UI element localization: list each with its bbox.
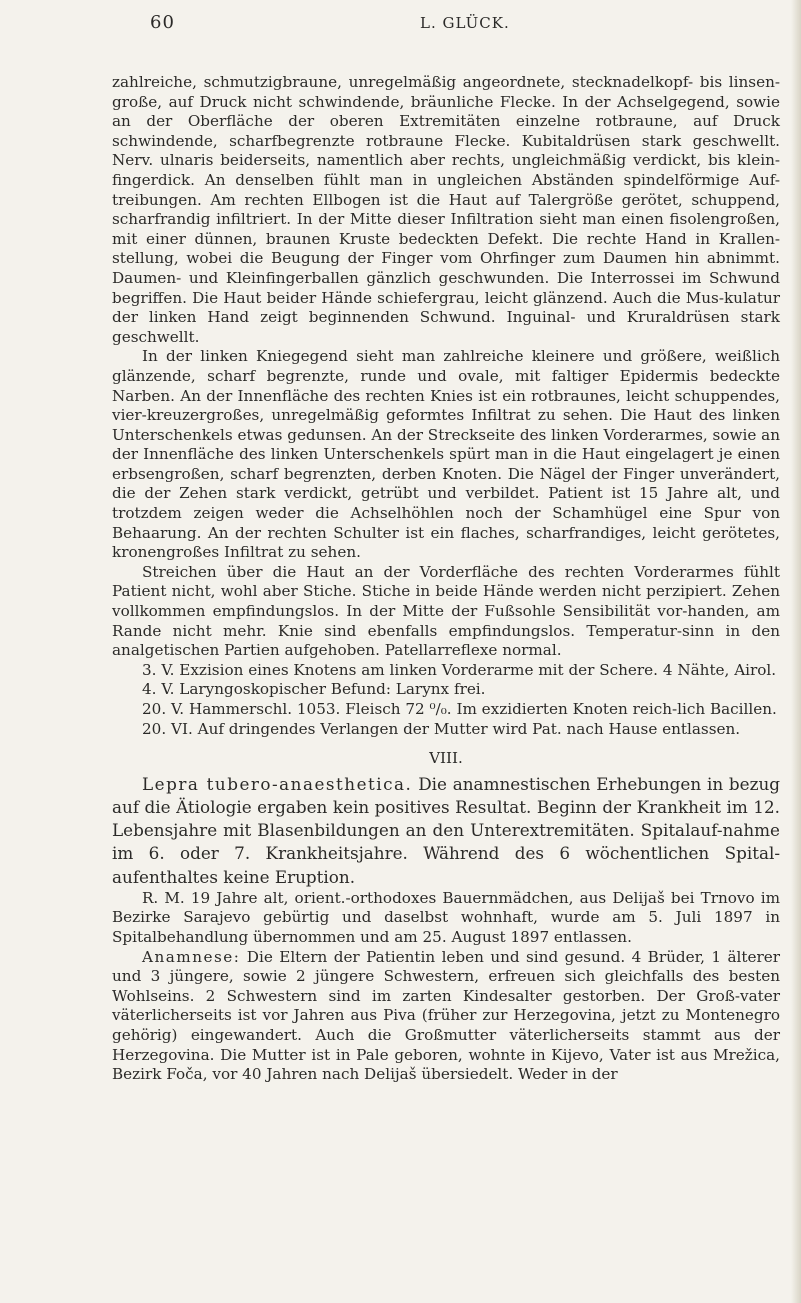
paragraph: In der linken Kniegegend sieht man zahlreiche kleinere und größere, weißlich glänzende, scharf begrenzte, runde und ovale, mit faltiger Epidermis bedeckte Narben. An der Innenfläche des rechten Knies ist ein rotbraunes, leicht schuppendes, vier-kreuzergroßes, unregelmäßig geformtes Infiltrat zu sehen. Die Haut des linken Unterschenkels etwas gedunsen. An der Streckseite des linken Vorderarmes, sowie an der Innenfläche des linken Unterschenkels spürt man in die Haut eingelagert je einen erbsengroßen, scharf begrenzten, derben Knoten. Die Nägel der Finger unverändert, die der Zehen stark verdickt, getrübt und verbildet. Patient ist 15 Jahre alt, und trotzdem zeigen weder die Achselhöhlen noch der Schamhügel eine Spur von Behaarung. An der rechten Schulter ist ein flaches, scharfrandiges, leicht gerötetes, kronengroßes Infiltrat zu sehen.: [112, 347, 781, 562]
anamnese-paragraph: [112, 948, 780, 1085]
page-header: [150, 12, 780, 42]
section-intro-text: Die anamnestischen Erhebungen in bezug auf die Ätiologie ergaben kein positives Resultat. Beginn der Krankheit im 12. Lebensjahre mit Blasenbildungen an den Unterextremitäten. Spitalauf-nahme im 6. oder 7. Krankheitsjahre. Während des 6 wöchentlichen Spital-aufenthaltes keine Eruption.: [112, 773, 781, 887]
section-intro: [112, 773, 780, 889]
paragraph: 4. V. Laryngoskopischer Befund: Larynx frei.: [142, 680, 486, 699]
section-title: Lepra tubero-anaesthetica.: [142, 773, 413, 794]
running-head: L. GLÜCK.: [420, 14, 510, 32]
patient-paragraph: R. M. 19 Jahre alt, orient.-orthodoxes Bauernmädchen, aus Delijaš bei Trnovo im Bezirke Sarajevo gebürtig und daselbst wohnhaft, wurde am 5. Juli 1897 in Spitalbehandlung übernommen und am 25. August 1897 entlassen.: [112, 888, 780, 946]
section-block: [112, 773, 780, 889]
section-number: VIII.: [429, 749, 463, 768]
paragraph: 3. V. Exzision eines Knotens am linken Vorderarme mit der Schere. 4 Nähte, Airol.: [142, 660, 777, 679]
anamnese-label: Anamnese:: [142, 947, 241, 966]
anamnese-text: Die Eltern der Patientin leben und sind gesund. 4 Brüder, 1 älterer und 3 jüngere, sowie 2 jüngere Schwestern, erfreuen sich gleichfalls des besten Wohlseins. 2 Schwestern sind im zarten Kindesalter gestorben. Der Groß-vater väterlicherseits ist vor Jahren aus Piva (früher zur Herzegovina, jetzt zu Montenegro gehörig) eingewandert. Auch die Großmutter väterlicherseits stammt aus der Herzegovina. Die Mutter ist in Pale geboren, wohnte in Kijevo, Vater ist aus Mrežica, Bezirk Foča, vor 40 Jahren nach Delijaš übersiedelt. Weder in der: [112, 947, 781, 1084]
paragraph: 20. V. Hammerschl. 1053. Fleisch 72 ⁰/₀. Im exzidierten Knoten reich-lich Bacillen.: [142, 700, 777, 718]
paragraph: zahlreiche, schmutzigbraune, unregelmäßig angeordnete, stecknadelkopf- bis linsen-große, auf Druck nicht schwindende, bräunliche Flecke. In der Achselgegend, sowie an der Oberfläche der oberen Extremitäten einzelne rotbraune, auf Druck schwindende, scharfbegrenzte rotbraune Flecke. Kubitaldrüsen stark geschwellt. Nerv. ulnaris beiderseits, namentlich aber rechts, ungleichmäßig verdickt, bis klein-fingerdick. An denselben fühlt man in ungleichen Abständen spindelförmige Auf-treibungen. Am rechten Ellbogen ist die Haut auf Talergröße gerötet, schuppend, scharfrandig infiltriert. In der Mitte dieser Infiltration sieht man einen fisolengroßen, mit einer dünnen, braunen Kruste bedeckten Defekt. Die rechte Hand in Krallen-stellung, wobei die Beugung der Finger vom Ohrfinger zum Daumen hin abnimmt. Daumen- und Kleinfingerballen gänzlich geschwunden. Die Interrossei im Schwund begriffen. Die Haut beider Hände schiefergrau, leicht glänzend. Auch die Mus-kulatur der linken Hand zeigt beginnenden Schwund. Inguinal- und Kruraldrüsen stark geschwellt.: [112, 73, 780, 346]
page-edge: [791, 0, 801, 1303]
paragraph: Streichen über die Haut an der Vorderfläche des rechten Vorderarmes fühlt Patient nicht, wohl aber Stiche. Stiche in beide Hände werden nicht perzipiert. Zehen vollkommen empfindungslos. In der Mitte der Fußsohle Sensibilität vor-handen, am Rande nicht mehr. Knie sind ebenfalls empfindungslos. Temperatur-sinn in den analgetischen Partien aufgehoben. Patellarreflexe normal.: [112, 562, 780, 660]
body-text: [112, 73, 780, 1085]
paragraph: 20. VI. Auf dringendes Verlangen der Mutter wird Pat. nach Hause entlassen.: [142, 719, 741, 738]
page-number: 60: [150, 12, 175, 33]
